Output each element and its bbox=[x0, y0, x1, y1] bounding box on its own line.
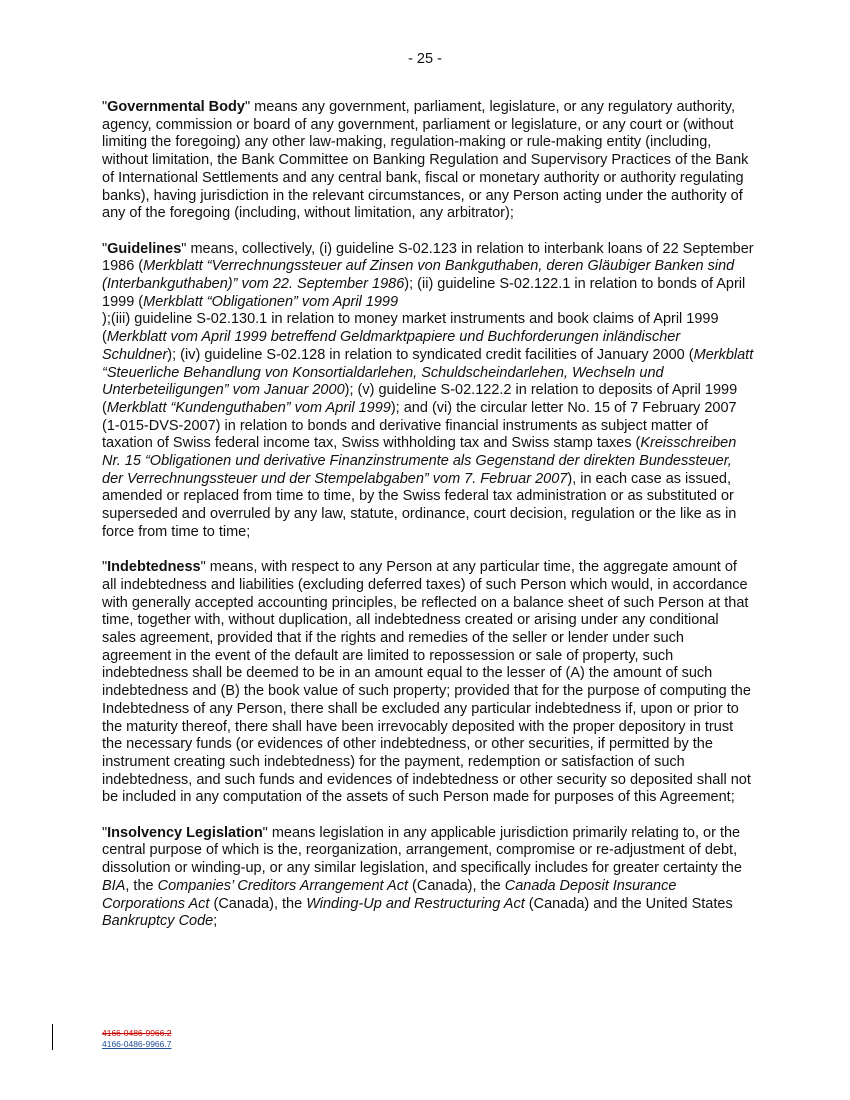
definition-text: ); bbox=[102, 311, 111, 328]
italic-citation: Merkblatt vom April 1999 betreffend Geldmarktpapiere und Buchforderungen inländischer Schuldner bbox=[102, 329, 681, 363]
italic-citation: Kreisschreiben Nr. 15 “Obligationen und derivative Finanzinstrumente als Gegenstand der direkten Bundessteuer, der Verrechnungssteuer und der Stempelabgaben” vom 7. Februar 2007 bbox=[102, 435, 737, 487]
footer-doc-ids bbox=[102, 1028, 171, 1050]
definition-text: , the bbox=[125, 877, 158, 894]
definition-text: (Canada) and the United States bbox=[524, 895, 733, 912]
defined-term: Indebtedness bbox=[107, 559, 201, 576]
definition-text: " bbox=[102, 824, 108, 841]
page-number: - 25 - bbox=[408, 51, 442, 67]
definition-text: ; bbox=[213, 913, 218, 930]
defined-term: Insolvency Legislation bbox=[107, 824, 263, 841]
italic-citation: BIA bbox=[102, 877, 126, 894]
definition-text: ); and (vi) the circular letter No. 15 of 7 February 2007 (1-015-DVS-2007) in relation to bonds and derivative financial instruments as subject matter of taxation of Swiss federal income tax, Swiss withholding tax and Swiss stamp taxes ( bbox=[102, 399, 737, 452]
defined-term: Governmental Body bbox=[107, 99, 245, 115]
definition-text: " means legislation in any applicable jurisdiction primarily relating to, or the central purpose of which is the, reorganization, arrangement, compromise or re-adjustment of debt, dissolution or winding-up, or any similar legislation, and specifically includes for greater certainty the bbox=[102, 824, 742, 877]
definition-text: " means, collectively, (i) guideline S-02.123 in relation to interbank loans of 22 September 1986 ( bbox=[102, 240, 754, 275]
definition-text: ); (iv) guideline S-02.128 in relation to syndicated credit facilities of January 2000 ( bbox=[167, 346, 694, 363]
definition-text: (iii) guideline S-02.130.1 in relation to money market instruments and book claims of April 1999 ( bbox=[102, 311, 719, 346]
italic-citation: Merkblatt “Steuerliche Behandlung von Konsortialdarlehen, Schuldscheindarlehen, Wechseln und Unterbeteiligungen” vom Januar 2000 bbox=[102, 346, 754, 399]
document-body bbox=[102, 99, 754, 949]
italic-citation: Merkblatt “Verrechnungssteuer auf Zinsen von Bankguthaben, deren Gläubiger Banken sind (Interbankguthaben)” vom 22. September 1986 bbox=[102, 258, 735, 293]
italic-citation: Companies’ Creditors Arrangement Act bbox=[157, 877, 408, 894]
inserted-doc-id: 4166-0486-9966.7 bbox=[102, 1039, 172, 1049]
change-bar bbox=[52, 1024, 53, 1050]
definition-text: (Canada), the bbox=[408, 877, 505, 894]
italic-citation: Winding-Up and Restructuring Act bbox=[306, 895, 525, 912]
definition-insolvency-legislation bbox=[102, 825, 754, 931]
italic-citation: Bankruptcy Code bbox=[102, 913, 214, 930]
definition-text: ), in each case as issued, amended or replaced from time to time, by the Swiss federal tax administration or as substituted or superseded and overruled by any law, statute, ordinance, court decision, regulation or the like as in force from time to time; bbox=[102, 470, 737, 540]
italic-citation: Merkblatt “Kundenguthaben” vom April 1999 bbox=[106, 399, 391, 416]
definition-text: " bbox=[102, 240, 108, 257]
definition-guidelines bbox=[102, 241, 754, 542]
definition-text: " bbox=[102, 559, 108, 576]
italic-citation: Canada Deposit Insurance Corporations Act bbox=[102, 877, 677, 912]
definition-indebtedness bbox=[102, 559, 754, 807]
italic-citation: Merkblatt “Obligationen” vom April 1999 bbox=[143, 293, 399, 310]
definition-text: " means any government, parliament, legislature, or any regulatory authority, agency, commission or board of any government, parliament or legislature, or any court or (without limiting the foregoing) any other law-making, regulation-making or rule-making entity (including, without limitation, the Bank Committee on Banking Regulation and Supervisory Practices of the Bank of International Settlements and any central bank, fiscal or monetary authority or authority regulating banks), having jurisdiction in the relevant circumstances, or any Person acting under the authority of any of the foregoing (including, without limitation, any arbitrator); bbox=[102, 99, 749, 222]
definition-text: " means, with respect to any Person at any particular time, the aggregate amount of all indebtedness and liabilities (excluding deferred taxes) of such Person which would, in accordance with generally accepted accounting principles, be reflected on a balance sheet of such Person at that time, together with, without duplication, all indebtedness created or arising under any conditional sales agreement, provided that if the rights and remedies of the seller or lender under such agreement in the event of the default are limited to repossession or sale of property, such indebtedness shall be deemed to be in an amount equal to the lesser of (A) the amount of such indebtedness and (B) the book value of such property; provided that for the purpose of computing the Indebtedness of any Person, there shall be excluded any particular indebtedness if, upon or prior to the maturity thereof, there shall have been irrevocably deposited with the proper depository in trust the necessary funds (or evidences of other indebtedness, or other securities, if permitted by the instrument creating such indebtedness) for the payment, redemption or satisfaction of such indebtedness, and such funds and evidences of indebtedness or other security so deposited shall not be included in any computation of the assets of such Person made for purposes of this Agreement; bbox=[102, 559, 751, 806]
defined-term: Guidelines bbox=[107, 240, 182, 257]
definition-text: (Canada), the bbox=[209, 895, 307, 912]
definition-text: ); (v) guideline S-02.122.2 in relation to deposits of April 1999 ( bbox=[102, 382, 738, 416]
definition-text: ); (ii) guideline S-02.122.1 in relation to bonds of April 1999 ( bbox=[102, 276, 746, 310]
definition-text: " bbox=[102, 99, 108, 115]
deleted-doc-id: 4166-0486-9966.2 bbox=[102, 1028, 172, 1038]
definition-governmental-body bbox=[102, 99, 754, 223]
